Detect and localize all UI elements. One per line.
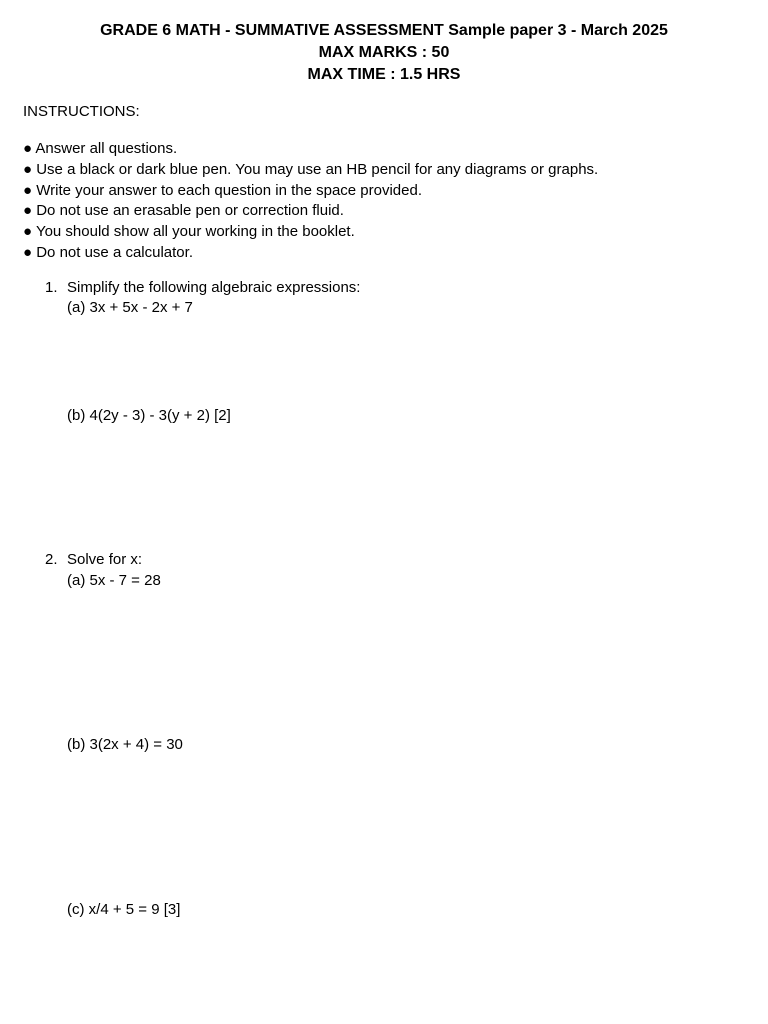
- page-title: GRADE 6 MATH - SUMMATIVE ASSESSMENT Sample paper 3 - March 2025: [100, 22, 668, 39]
- question-number: 1.: [45, 279, 58, 296]
- page-header: [0, 20, 768, 86]
- question-part-c: (c) x/4 + 5 = 9 [3]: [67, 901, 181, 918]
- max-marks: MAX MARKS : 50: [318, 44, 450, 61]
- instruction-item: ● Use a black or dark blue pen. You may use an HB pencil for any diagrams or graphs.: [23, 160, 599, 178]
- question-part-a: (a) 5x - 7 = 28: [67, 572, 161, 589]
- instruction-item: ● Write your answer to each question in the space provided.: [23, 181, 423, 199]
- question-prompt: Simplify the following algebraic expressions:: [67, 279, 361, 296]
- question-part-a: (a) 3x + 5x - 2x + 7: [67, 299, 193, 316]
- instruction-item: ● Do not use a calculator.: [23, 243, 193, 261]
- instruction-item: ● Answer all questions.: [23, 140, 178, 157]
- question-prompt: Solve for x:: [67, 551, 143, 568]
- instructions-list: [23, 139, 598, 264]
- instruction-item: ● You should show all your working in the booklet.: [23, 223, 355, 241]
- instruction-item: ● Do not use an erasable pen or correction fluid.: [23, 202, 344, 220]
- question-number: 2.: [45, 551, 58, 568]
- instructions-title: INSTRUCTIONS:: [23, 103, 140, 120]
- question-part-b: (b) 3(2x + 4) = 30: [67, 736, 183, 753]
- question-part-b: (b) 4(2y - 3) - 3(y + 2) [2]: [67, 407, 231, 424]
- max-time: MAX TIME : 1.5 HRS: [307, 66, 461, 83]
